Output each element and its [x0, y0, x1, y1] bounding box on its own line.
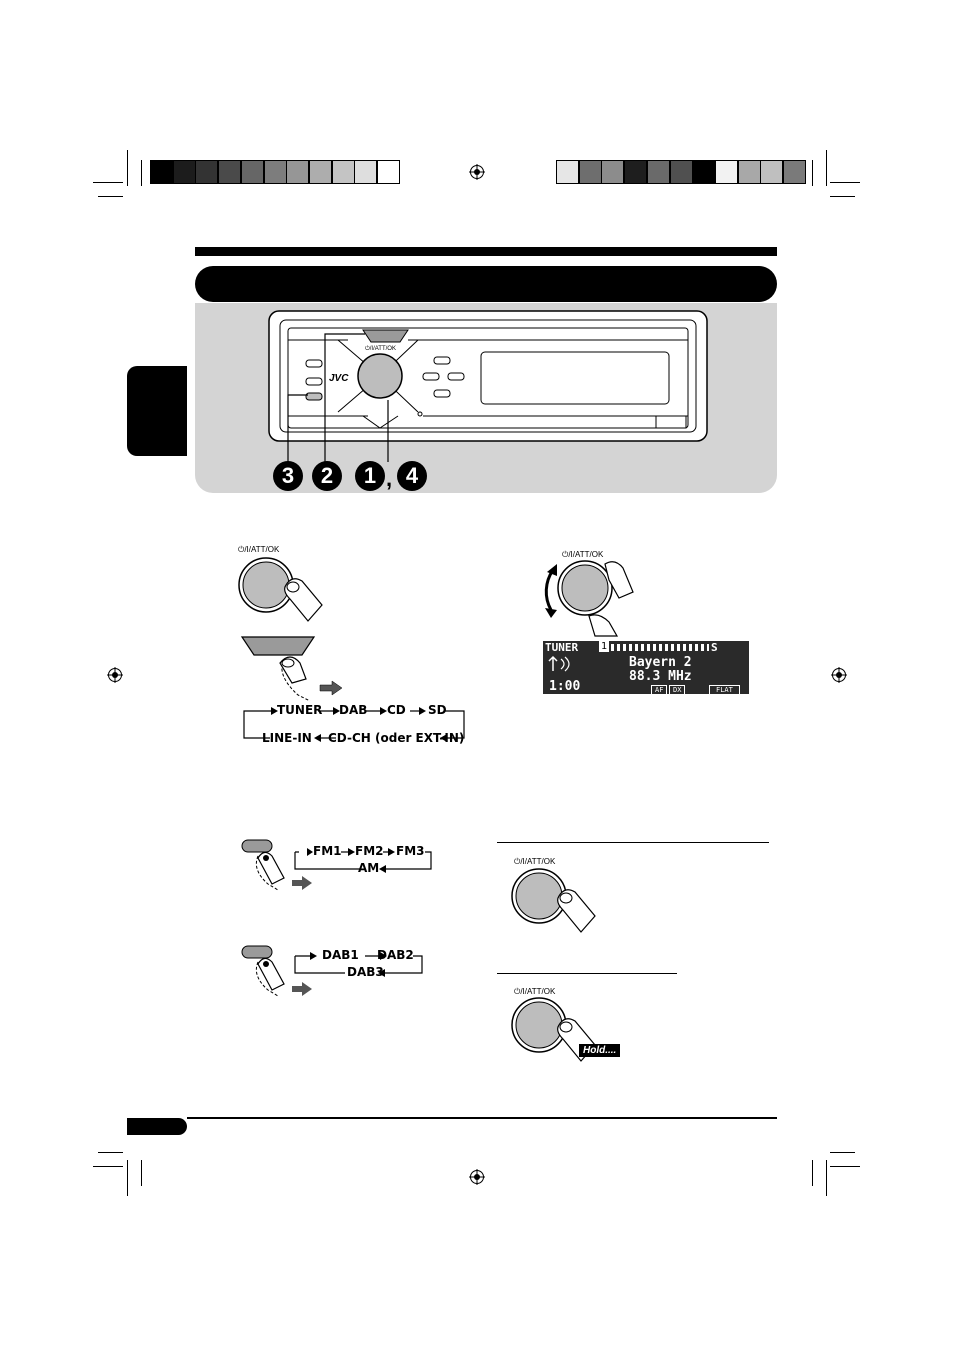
crop-mark	[127, 1160, 128, 1196]
header-rule	[195, 247, 777, 256]
source-button-press-icon	[240, 635, 350, 705]
crop-mark	[127, 150, 128, 186]
language-side-tab	[127, 366, 187, 456]
color-swatch	[670, 160, 693, 184]
brand-logo: JVC	[329, 373, 349, 384]
section-title-bar	[195, 266, 777, 302]
color-swatch	[692, 160, 715, 184]
callout-3: 3	[273, 461, 303, 491]
source-dab: DAB	[339, 703, 368, 717]
color-swatch	[738, 160, 761, 184]
band-fm3: FM3	[396, 844, 425, 858]
color-swatch	[241, 160, 264, 184]
callout-4: 4	[397, 461, 427, 491]
color-swatch	[309, 160, 332, 184]
knob-label: ⏻/I/ATT/OK	[238, 545, 280, 554]
callout-2: 2	[312, 461, 342, 491]
color-swatch	[556, 160, 579, 184]
lcd-indicator-dx: DX	[669, 685, 685, 694]
crop-mark	[830, 1166, 860, 1167]
source-cd: CD	[387, 703, 406, 717]
band-dab1: DAB1	[322, 948, 359, 962]
color-swatch	[173, 160, 196, 184]
registration-mark-icon	[469, 164, 485, 180]
source-tuner: TUNER	[277, 703, 323, 717]
knob-label: ⏻/I/ATT/OK	[514, 857, 556, 866]
crop-mark	[830, 182, 860, 183]
knob-rotate-icon	[533, 558, 643, 638]
lcd-level-bar	[611, 644, 709, 651]
crop-mark	[830, 1152, 855, 1153]
source-cd-changer: CD-CH (oder EXT-IN)	[328, 731, 465, 745]
color-swatch	[332, 160, 355, 184]
color-swatch	[264, 160, 287, 184]
lcd-clock: 1:00	[549, 679, 581, 694]
color-swatch	[377, 160, 400, 184]
crop-mark	[826, 150, 827, 186]
knob-label: ⏻/I/ATT/OK	[514, 987, 556, 996]
lcd-frequency: 88.3 MHz	[629, 669, 692, 684]
color-swatch	[624, 160, 647, 184]
crop-mark	[830, 196, 855, 197]
crop-mark	[93, 1166, 123, 1167]
color-swatch	[601, 160, 624, 184]
footer-rule	[187, 1117, 777, 1119]
tuner-lcd-display	[543, 641, 749, 694]
color-swatch	[783, 160, 806, 184]
source-line-in: LINE-IN	[262, 731, 312, 745]
registration-mark-icon	[107, 667, 123, 683]
crop-mark	[98, 1152, 123, 1153]
band-am: AM	[358, 861, 380, 875]
hold-badge: Hold....	[579, 1044, 620, 1057]
crop-mark	[812, 1160, 813, 1186]
registration-mark-icon	[831, 667, 847, 683]
lcd-suffix: S	[711, 641, 718, 654]
color-swatch	[579, 160, 602, 184]
band-fm2: FM2	[355, 844, 384, 858]
color-swatch	[715, 160, 738, 184]
lcd-preset: 1	[601, 641, 608, 652]
color-swatch	[218, 160, 241, 184]
section-rule	[497, 842, 769, 843]
crop-mark	[826, 1160, 827, 1196]
lcd-indicator-eq: FLAT	[709, 685, 740, 694]
knob-press-icon	[505, 866, 605, 936]
crop-mark	[93, 182, 123, 183]
source-sd: SD	[428, 703, 447, 717]
color-swatch	[195, 160, 218, 184]
band-dab3: DAB3	[347, 965, 384, 979]
section-rule	[497, 973, 677, 974]
lcd-source: TUNER	[545, 641, 579, 654]
crop-mark	[141, 160, 142, 186]
crop-mark	[812, 160, 813, 186]
registration-mark-icon	[469, 1169, 485, 1185]
page-number-tab	[127, 1118, 187, 1135]
signal-icon	[547, 655, 573, 673]
color-swatch	[286, 160, 309, 184]
callout-leaders	[280, 330, 400, 470]
callout-separator: ,	[386, 466, 393, 491]
callout-1: 1	[355, 461, 385, 491]
faceplate-knob-label: ⏻/I/ATT/OK	[365, 346, 396, 352]
color-swatch	[760, 160, 783, 184]
lcd-indicator-af: AF	[651, 685, 667, 694]
knob-label: ⏻/I/ATT/OK	[562, 550, 604, 559]
color-swatch	[354, 160, 377, 184]
crop-mark	[98, 196, 123, 197]
crop-mark	[141, 1160, 142, 1186]
color-swatch	[150, 160, 173, 184]
band-fm1: FM1	[313, 844, 342, 858]
band-dab2: DAB2	[377, 948, 414, 962]
color-swatch	[647, 160, 670, 184]
knob-press-icon	[230, 555, 330, 625]
lcd-station-name: Bayern 2	[629, 655, 692, 670]
